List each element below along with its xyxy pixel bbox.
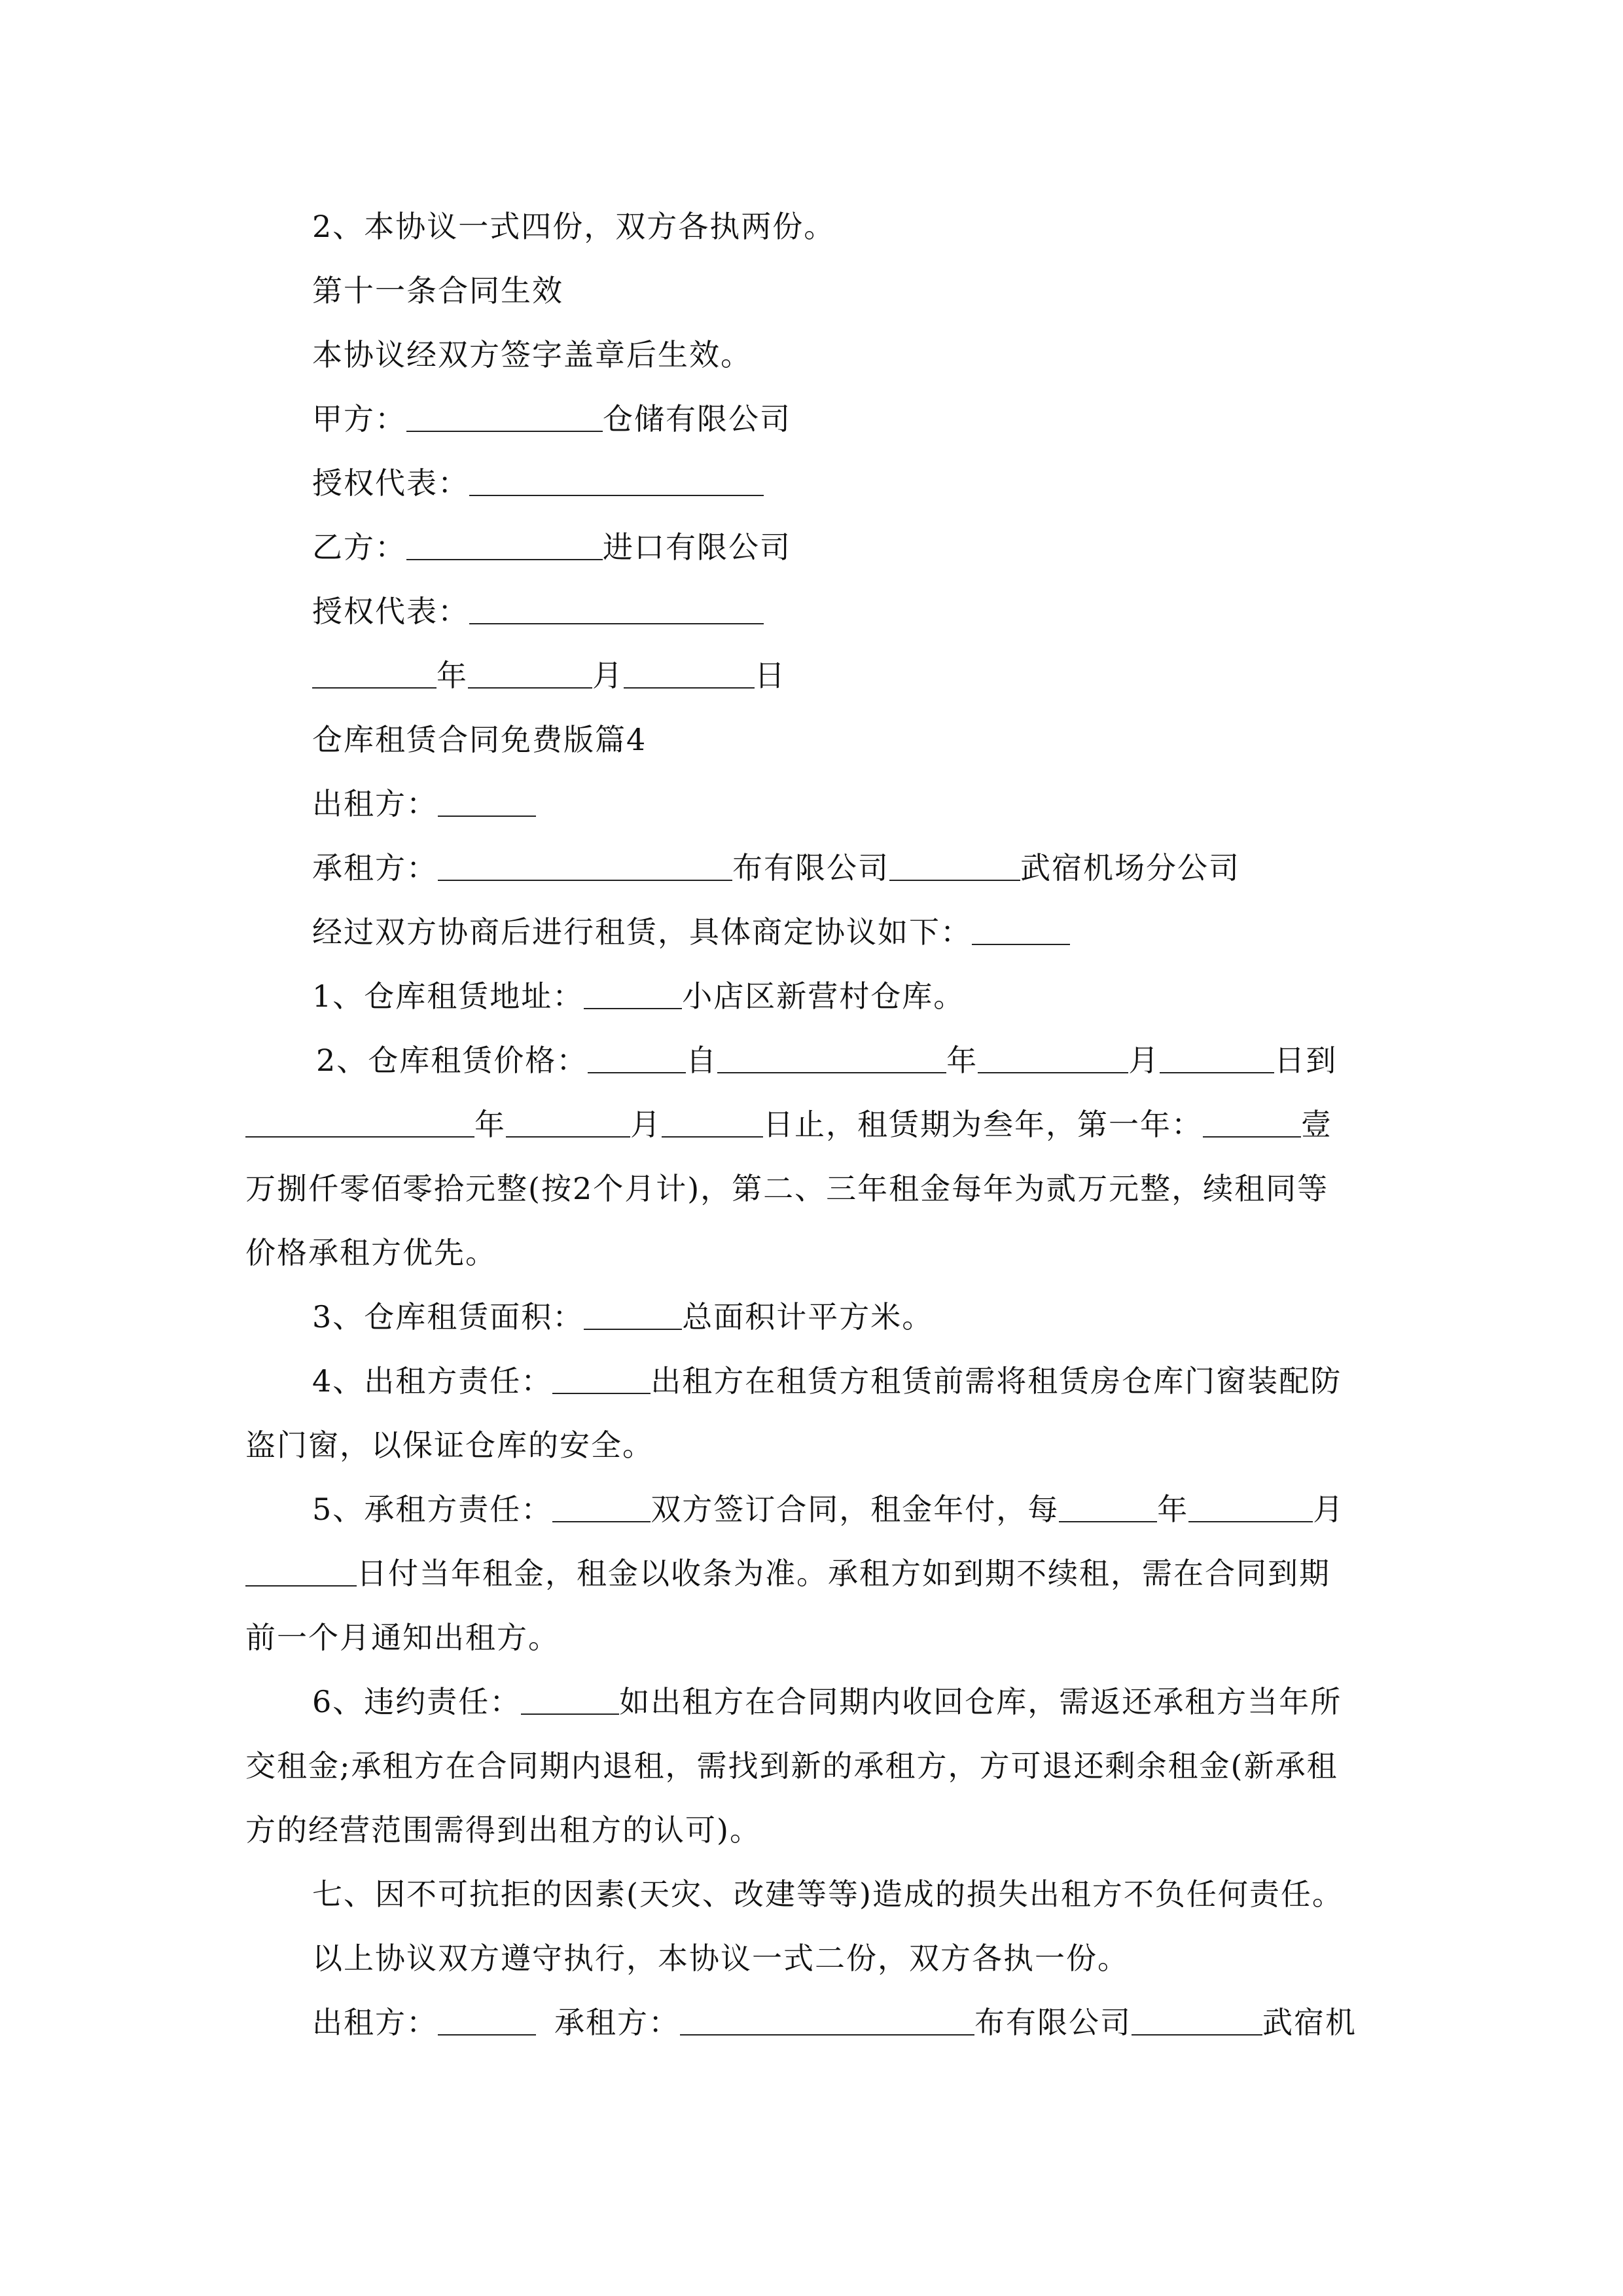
representative-blank <box>469 597 764 624</box>
clause-5-notice: 前一个月通知出租方。 <box>245 1620 560 1655</box>
clause-4-continued: 盗门窗，以保证仓库的安全。 <box>245 1427 654 1463</box>
clause-5-continued: 日付当年租金，租金以收条为准。承租方如到期不续租，需在合同到期 <box>245 1555 1330 1592</box>
agreement-intro: 经过双方协商后进行租赁，具体商定协议如下： <box>312 914 1070 950</box>
clause-2-priority: 价格承租方优先。 <box>245 1235 497 1270</box>
lessor-line: 出租方： <box>312 785 536 822</box>
article-11-heading: 第十一条合同生效 <box>312 273 563 308</box>
closing-clause: 以上协议双方遵守执行，本协议一式二份，双方各执一份。 <box>312 1941 1129 1976</box>
clause-1-address: 1、仓库租赁地址： 小店区新营村仓库。 <box>312 978 965 1014</box>
lessee-line: 承租方： 布有限公司 武宿机场分公司 <box>312 850 1240 886</box>
effective-clause: 本协议经双方签字盖章后生效。 <box>312 337 752 372</box>
representative-blank <box>469 469 764 496</box>
clause-5-lessee-duty: 5、承租方责任： 双方签订合同，租金年付，每 年 月 <box>312 1492 1345 1527</box>
clause-6-continued: 交租金;承租方在合同期内退租，需找到新的承租方，方可退还剩余租金(新承租 <box>245 1748 1338 1784</box>
signature-line: 出租方： 承租方： 布有限公司 武宿机 <box>312 2005 1357 2040</box>
party-b-line: 乙方： 进口有限公司 <box>312 529 791 565</box>
clause-7-force-majeure: 七、因不可抗拒的因素(天灾、改建等等)造成的损失出租方不负任何责任。 <box>312 1876 1344 1912</box>
clause-2-price: 2、仓库租赁价格： 自 年 月 日到 <box>316 1043 1338 1078</box>
party-a-line: 甲方： 仓储有限公司 <box>312 401 791 437</box>
clause-2-amount: 万捌仟零佰零拾元整(按2个月计)，第二、三年租金每年为贰万元整，续租同等 <box>245 1171 1329 1206</box>
date-line: 年 月 日 <box>312 657 786 694</box>
party-a-representative: 授权代表： <box>312 465 764 501</box>
party-b-representative: 授权代表： <box>312 593 764 630</box>
clause-copies: 2、本协议一式四份，双方各执两份。 <box>312 209 836 244</box>
party-a-blank <box>406 404 603 432</box>
clause-6-approval: 方的经营范围需得到出租方的认可)。 <box>245 1812 761 1848</box>
clause-6-breach: 6、违约责任： 如出租方在合同期内收回仓库，需返还承租方当年所 <box>312 1684 1342 1719</box>
clause-4-lessor-duty: 4、出租方责任： 出租方在租赁方租赁前需将租赁房仓库门窗装配防 <box>312 1363 1342 1399</box>
clause-2-period: 年 月 日止，租赁期为叁年，第一年： 壹 <box>245 1106 1332 1143</box>
section-title: 仓库租赁合同免费版篇4 <box>312 722 647 757</box>
clause-3-area: 3、仓库租赁面积： 总面积计平方米。 <box>312 1299 934 1335</box>
party-b-blank <box>406 533 603 560</box>
